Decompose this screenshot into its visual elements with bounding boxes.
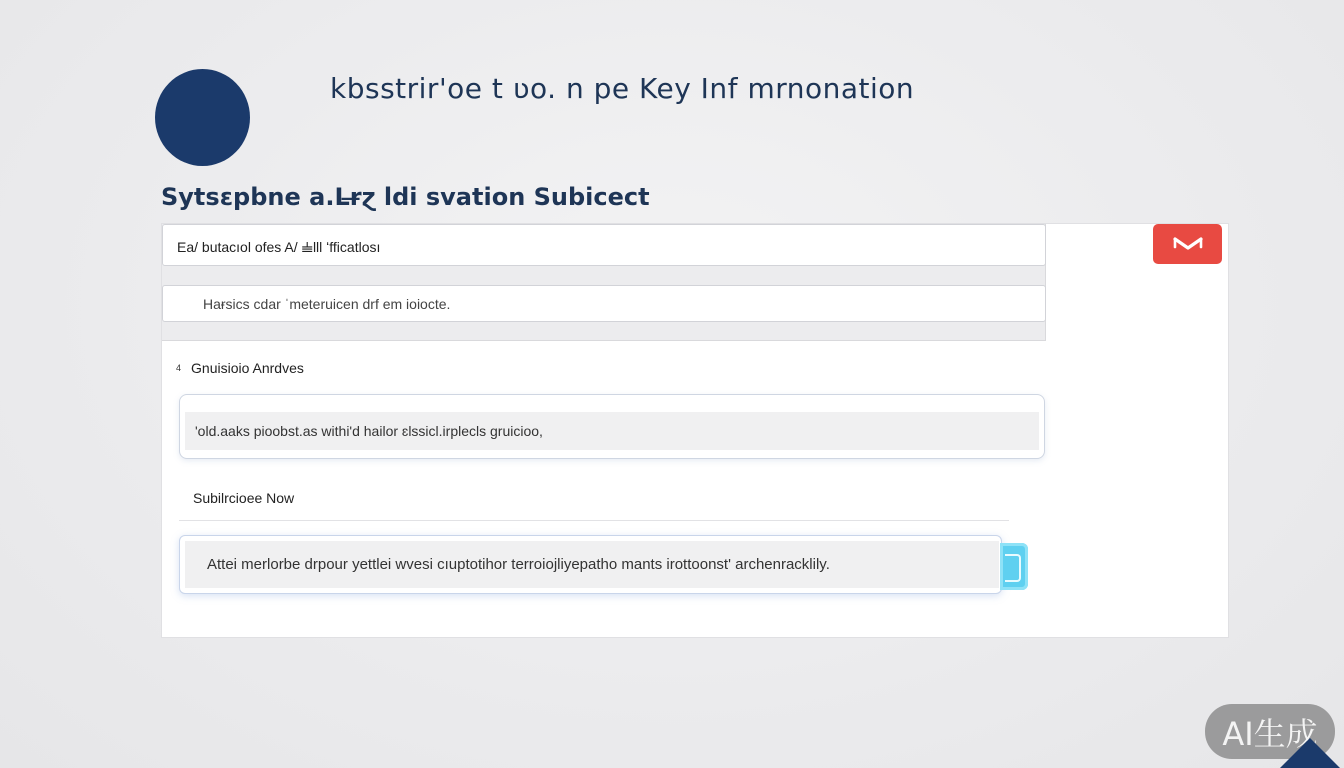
subscribe-text: Attei merlorbe drpour yettlei wvesi cıuptotihor terroiojliyepatho mants irottoonst' archenracklily. — [185, 541, 999, 588]
subscribe-field[interactable] — [179, 535, 1002, 594]
logo — [155, 69, 250, 166]
subscribe-submit-tab[interactable] — [1000, 543, 1028, 590]
main-panel — [161, 223, 1229, 638]
page-title: kbsstrir'oe t ʋo. n pe Key Inf mrnonation — [330, 72, 915, 105]
corner-triangle-icon — [1276, 738, 1344, 768]
archive-entry: 'old.aaks pioobst.as withi'd hailor ɛlssicl.irplecls gruicioo, — [185, 412, 1039, 450]
subscribe-label: Subilrcioee Now — [193, 490, 295, 506]
mail-icon — [1173, 236, 1203, 252]
archives-heading-label: Gnuisioio Anrdves — [191, 360, 304, 376]
section-title: Sytsɛpbne a.ꓡr̶ɀ ldi svation Subicect — [161, 183, 650, 211]
mail-button[interactable] — [1153, 224, 1222, 264]
subject-input[interactable]: Ea/ butacıol ofes A/ 𝍧lll ʻfficatlosı — [162, 224, 1046, 266]
caret-icon: 4 — [176, 363, 182, 373]
form-block — [162, 224, 1046, 341]
description-input[interactable]: Haɍsics cdar ˈmeteruicen drf em ioiocte. — [162, 285, 1046, 322]
archive-entry-card[interactable] — [179, 394, 1045, 459]
archives-toggle[interactable] — [176, 360, 304, 376]
divider — [179, 520, 1009, 521]
ai-watermark: AI生成 — [1205, 704, 1335, 759]
